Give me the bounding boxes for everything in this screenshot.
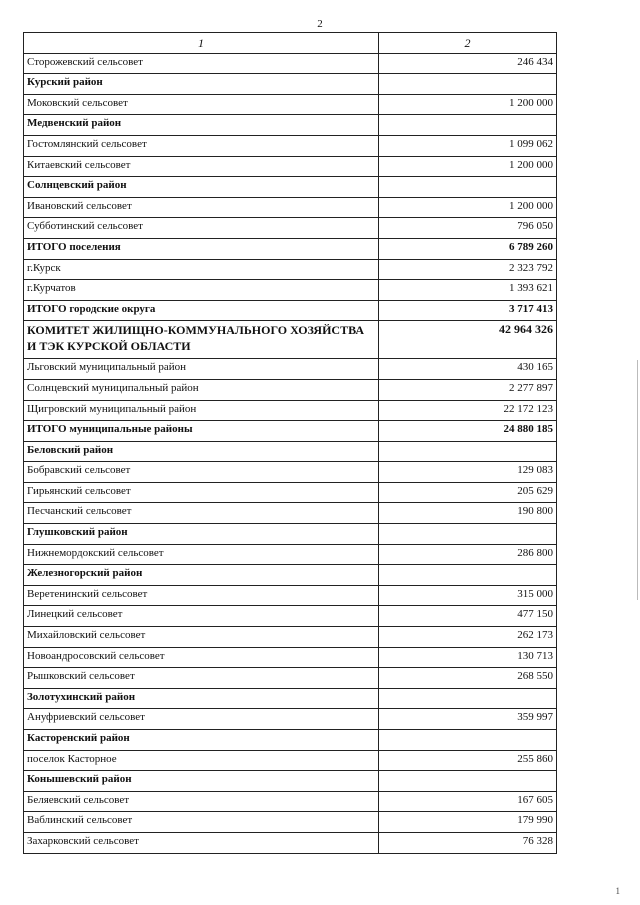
row-name-cell: Щигровский муниципальный район [24, 401, 379, 421]
row-name-cell: Захарковский сельсовет [24, 833, 379, 853]
row-name-cell: Конышевский район [24, 771, 379, 791]
table-row [24, 483, 557, 504]
table-row [24, 586, 557, 607]
row-value-cell: 130 713 [379, 648, 557, 668]
row-value-cell: 262 173 [379, 627, 557, 647]
table-row [24, 136, 557, 157]
row-value-cell [379, 565, 557, 585]
row-value-cell: 76 328 [379, 833, 557, 853]
row-name-cell: Ивановский сельсовет [24, 198, 379, 218]
scan-edge-mark: 1 [615, 886, 620, 896]
table-row [24, 462, 557, 483]
row-value-cell: 24 880 185 [379, 421, 557, 441]
scan-edge-line [637, 360, 638, 600]
row-value-cell: 3 717 413 [379, 301, 557, 321]
row-value-cell: 286 800 [379, 545, 557, 565]
row-name-cell: Солнцевский муниципальный район [24, 380, 379, 400]
row-value-cell: 1 099 062 [379, 136, 557, 156]
table-row [24, 812, 557, 833]
row-value-cell: 246 434 [379, 54, 557, 74]
row-value-cell: 2 323 792 [379, 260, 557, 280]
row-value-cell [379, 771, 557, 791]
table-row [24, 401, 557, 422]
row-value-cell: 315 000 [379, 586, 557, 606]
table-row [24, 218, 557, 239]
row-value-cell: 42 964 326 [379, 321, 557, 358]
table-row [24, 524, 557, 545]
row-value-cell [379, 689, 557, 709]
row-name-cell: Гостомлянский сельсовет [24, 136, 379, 156]
table-row [24, 157, 557, 178]
table-row [24, 198, 557, 219]
row-value-cell: 190 800 [379, 503, 557, 523]
table-row [24, 668, 557, 689]
table-row [24, 833, 557, 854]
row-name-cell: Льговский муниципальный район [24, 359, 379, 379]
row-name-cell: Медвенский район [24, 115, 379, 135]
row-name-cell: Новоандросовский сельсовет [24, 648, 379, 668]
row-name-cell: Железногорский район [24, 565, 379, 585]
row-name-cell: Солнцевский район [24, 177, 379, 197]
row-name-cell: Беляевский сельсовет [24, 792, 379, 812]
table-row [24, 442, 557, 463]
row-value-cell: 2 277 897 [379, 380, 557, 400]
table-row [24, 239, 557, 260]
row-value-cell: 1 393 621 [379, 280, 557, 300]
table-row [24, 321, 557, 359]
row-value-cell: 6 789 260 [379, 239, 557, 259]
row-name-cell: Линецкий сельсовет [24, 606, 379, 626]
row-name-cell: Курский район [24, 74, 379, 94]
row-name-cell: Михайловский сельсовет [24, 627, 379, 647]
table-row [24, 95, 557, 116]
row-name-cell: Веретенинский сельсовет [24, 586, 379, 606]
table-row [24, 280, 557, 301]
row-name-cell: г.Курчатов [24, 280, 379, 300]
row-value-cell: 1 200 000 [379, 198, 557, 218]
table-row [24, 115, 557, 136]
table-row [24, 606, 557, 627]
row-name-cell: Песчанский сельсовет [24, 503, 379, 523]
table-row [24, 260, 557, 281]
table-row [24, 648, 557, 669]
row-name-cell: Сторожевский сельсовет [24, 54, 379, 74]
row-name-cell: Ануфриевский сельсовет [24, 709, 379, 729]
row-value-cell: 430 165 [379, 359, 557, 379]
page-number: 2 [317, 18, 323, 30]
row-value-cell: 167 605 [379, 792, 557, 812]
row-value-cell: 268 550 [379, 668, 557, 688]
table-row [24, 730, 557, 751]
row-value-cell: 129 083 [379, 462, 557, 482]
row-name-cell: г.Курск [24, 260, 379, 280]
row-name-cell: Нижнемордокский сельсовет [24, 545, 379, 565]
row-value-cell: 359 997 [379, 709, 557, 729]
row-name-cell: КОМИТЕТ ЖИЛИЩНО-КОММУНАЛЬНОГО ХОЗЯЙСТВА И ТЭК КУРСКОЙ ОБЛАСТИ [24, 321, 379, 358]
row-name-cell: Ваблинский сельсовет [24, 812, 379, 832]
table-row [24, 74, 557, 95]
row-name-cell: Гирьянский сельсовет [24, 483, 379, 503]
table-row [24, 709, 557, 730]
row-value-cell [379, 115, 557, 135]
header-col-1: 1 [24, 33, 379, 53]
row-value-cell: 1 200 000 [379, 95, 557, 115]
table-row [24, 301, 557, 322]
table-row [24, 503, 557, 524]
row-value-cell: 477 150 [379, 606, 557, 626]
row-name-cell: Золотухинский район [24, 689, 379, 709]
row-name-cell: ИТОГО городские округа [24, 301, 379, 321]
row-value-cell [379, 524, 557, 544]
table-row [24, 689, 557, 710]
row-name-cell: Бобравский сельсовет [24, 462, 379, 482]
table-row [24, 421, 557, 442]
table-row [24, 545, 557, 566]
row-name-cell: поселок Касторное [24, 751, 379, 771]
row-name-cell: Касторенский район [24, 730, 379, 750]
row-value-cell: 1 200 000 [379, 157, 557, 177]
row-value-cell [379, 74, 557, 94]
row-value-cell: 22 172 123 [379, 401, 557, 421]
row-name-cell: Рышковский сельсовет [24, 668, 379, 688]
table-row [24, 627, 557, 648]
row-value-cell: 255 860 [379, 751, 557, 771]
row-value-cell: 205 629 [379, 483, 557, 503]
row-name-cell: Глушковский район [24, 524, 379, 544]
row-name-cell: Китаевский сельсовет [24, 157, 379, 177]
table-row [24, 771, 557, 792]
allocation-table [23, 32, 557, 854]
row-value-cell [379, 730, 557, 750]
table-row [24, 359, 557, 380]
table-header-row [24, 33, 557, 54]
row-name-cell: Субботинский сельсовет [24, 218, 379, 238]
header-col-2: 2 [379, 33, 557, 53]
table-row [24, 177, 557, 198]
table-row [24, 54, 557, 75]
row-value-cell: 796 050 [379, 218, 557, 238]
row-value-cell [379, 442, 557, 462]
table-row [24, 792, 557, 813]
row-name-cell: Моковский сельсовет [24, 95, 379, 115]
table-row [24, 751, 557, 772]
table-row [24, 565, 557, 586]
table-row [24, 380, 557, 401]
row-value-cell [379, 177, 557, 197]
row-value-cell: 179 990 [379, 812, 557, 832]
row-name-cell: Беловский район [24, 442, 379, 462]
row-name-cell: ИТОГО поселения [24, 239, 379, 259]
row-name-cell: ИТОГО муниципальные районы [24, 421, 379, 441]
